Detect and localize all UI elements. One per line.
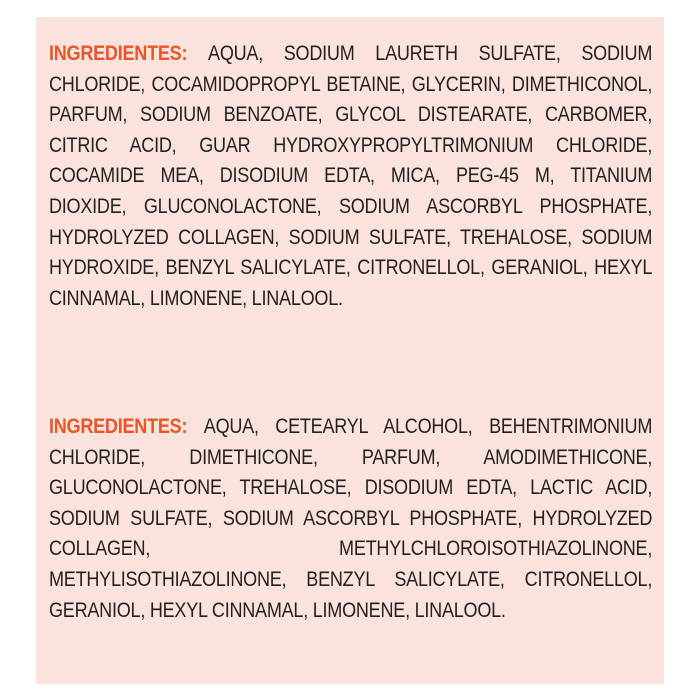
ingredients-block-shampoo xyxy=(49,38,653,313)
ingredients-label: INGREDIENTES: xyxy=(49,41,209,65)
ingredients-label: INGREDIENTES: xyxy=(49,414,204,438)
ingredients-list: AQUA, SODIUM LAURETH SULFATE, SODIUM CHLORIDE, COCAMIDOPROPYL BETAINE, GLYCERIN, DIMETHICONOL, PARFUM, SODIUM BENZOATE, GLYCOL DISTEARATE, CARBOMER, CITRIC ACID, GUAR HYDROXYPROPYLTRIMONIUM CHLORIDE, COCAMIDE MEA, DISODIUM EDTA, MICA, PEG-45 M, TITANIUM DIOXIDE, GLUCONOLACTONE, SODIUM ASCORBYL PHOSPHATE, HYDROLYZED COLLAGEN, SODIUM SULFATE, TREHALOSE, SODIUM HYDROXIDE, BENZYL SALICYLATE, CITRONELLOL, GERANIOL, HEXYL CINNAMAL, LIMONENE, LINALOOL. xyxy=(49,41,653,310)
ingredients-list: AQUA, CETEARYL ALCOHOL, BEHENTRIMONIUM CHLORIDE, DIMETHICONE, PARFUM, AMODIMETHICONE, GLUCONOLACTONE, TREHALOSE, DISODIUM EDTA, LACTIC ACID, SODIUM SULFATE, SODIUM ASCORBYL PHOSPHATE, HYDROLYZED COLLAGEN, METHYLCHLOROISOTHIAZOLINONE, METHYLISOTHIAZOLINONE, BENZYL SALICYLATE, CITRONELLOL, GERANIOL, HEXYL CINNAMAL, LIMONENE, LINALOOL. xyxy=(49,414,653,622)
ingredients-block-conditioner xyxy=(49,411,653,625)
ingredients-paragraph xyxy=(49,38,652,313)
ingredients-panel xyxy=(36,17,664,684)
ingredients-paragraph xyxy=(49,411,652,625)
